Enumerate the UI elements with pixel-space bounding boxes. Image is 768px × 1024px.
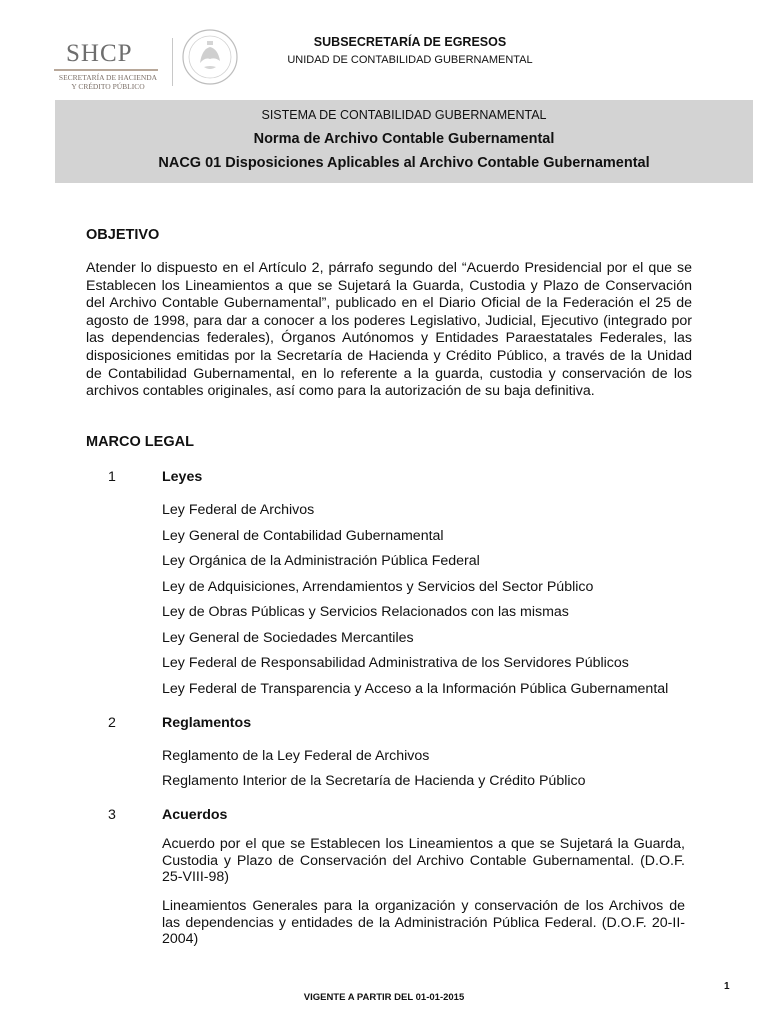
logo-text: SHCP [66,40,133,67]
shcp-logo [52,40,162,92]
law-item: Ley General de Sociedades Mercantiles [162,630,414,646]
header-title: SUBSECRETARÍA DE EGRESOS [313,35,507,49]
section-title-reglamentos: Reglamentos [162,715,252,731]
agreement-item: Lineamientos Generales para la organización y conservación de los Archivos de las dependencias y entidades de la Administración Pública Federal. (D.O.F. 20-II-2004) [162,898,685,947]
section-number: 2 [108,715,116,731]
header-subtitle: UNIDAD DE CONTABILIDAD GUBERNAMENTAL [287,54,533,66]
marco-legal-heading: MARCO LEGAL [86,434,194,450]
section-title-leyes: Leyes [162,469,203,485]
regulation-item: Reglamento de la Ley Federal de Archivos [162,748,430,764]
law-item: Ley de Obras Públicas y Servicios Relacionados con las mismas [162,604,569,620]
law-item: Ley Federal de Transparencia y Acceso a la Información Pública Gubernamental [162,681,669,697]
logo-rule [54,69,158,71]
law-item: Ley Federal de Responsabilidad Administrativa de los Servidores Públicos [162,655,629,671]
national-seal-icon [180,27,240,87]
regulation-item: Reglamento Interior de la Secretaría de Hacienda y Crédito Público [162,773,586,789]
objetivo-heading: OBJETIVO [86,227,160,243]
title-banner [55,100,753,183]
objetivo-paragraph: Atender lo dispuesto en el Artículo 2, párrafo segundo del “Acuerdo Presidencial por el que se Establecen los Lineamientos a que se Sujetará la Guarda, Custodia y Plazo de Conservación del Archivo Contable Gubernamental”, publicado en el Diario Oficial de la Federación el 25 de agosto de 1998, para dar a conocer a los poderes Legislativo, Judicial, Ejecutivo (integrado por las dependencias federales), Órganos Autónomos y Entidades Paraestatales Federales, las disposiciones emitidas por la Secretaría de Hacienda y Crédito Público, a través de la Unidad de Contabilidad Gubernamental, en lo referente a la guarda, custodia y conservación de los archivos contables originales, así como para la autorización de su baja definitiva. [86,260,692,400]
law-item: Ley Federal de Archivos [162,502,315,518]
logo-subtitle: SECRETARÍA DE HACIENDA Y CRÉDITO PÚBLICO [58,73,158,91]
footer-validity: VIGENTE A PARTIR DEL 01-01-2015 [303,992,465,1003]
law-item: Ley General de Contabilidad Gubernamental [162,528,444,544]
logo-divider [172,38,173,86]
page-number: 1 [724,981,730,992]
law-item: Ley de Adquisiciones, Arrendamientos y Servicios del Sector Público [162,579,594,595]
law-item: Ley Orgánica de la Administración Pública Federal [162,553,480,569]
agreement-item: Acuerdo por el que se Establecen los Lineamientos a que se Sujetará la Guarda, Custodia y Plazo de Conservación del Archivo Contable Gubernamental. (D.O.F. 25-VIII-98) [162,836,685,885]
banner-norm-subtitle: NACG 01 Disposiciones Aplicables al Archivo Contable Gubernamental [158,155,650,171]
section-number: 1 [108,469,116,485]
section-title-acuerdos: Acuerdos [162,807,228,823]
banner-norm-title: Norma de Archivo Contable Gubernamental [253,131,555,147]
section-number: 3 [108,807,116,823]
banner-system-title: SISTEMA DE CONTABILIDAD GUBERNAMENTAL [261,108,547,122]
